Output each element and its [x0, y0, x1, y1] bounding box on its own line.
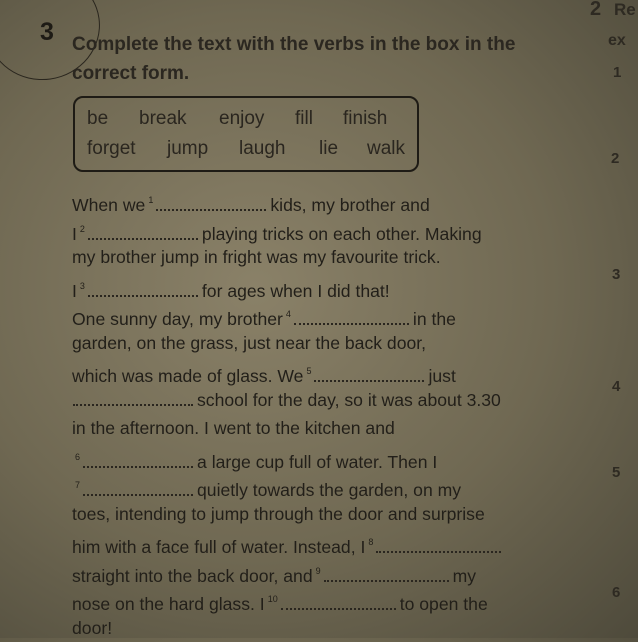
gap-number: 9 — [316, 566, 321, 576]
verb-word: be — [87, 108, 108, 130]
story-line — [72, 585, 542, 614]
story-text-segment: just — [428, 366, 455, 386]
exercise-number: 3 — [40, 18, 54, 47]
answer-blank[interactable] — [376, 537, 501, 553]
story-text-segment: playing tricks on each other. Making — [202, 224, 482, 244]
answer-blank[interactable] — [281, 594, 396, 610]
gap-number: 4 — [286, 309, 291, 319]
story-line — [72, 329, 542, 358]
story-text-segment: garden, on the grass, just near the back door, — [72, 333, 426, 353]
story-line — [72, 272, 542, 301]
story-line — [72, 471, 542, 500]
gap-number: 10 — [268, 594, 278, 604]
gap-number: 5 — [306, 366, 311, 376]
next-exercise-text: ex — [608, 32, 626, 50]
story-text-segment: quietly towards the garden, on my — [197, 480, 461, 500]
answer-blank[interactable] — [88, 224, 198, 240]
side-number: 2 — [611, 150, 619, 167]
story-line — [72, 357, 542, 386]
verb-word: finish — [343, 108, 387, 130]
story-text-segment: my — [453, 566, 476, 586]
verb-word: walk — [367, 138, 405, 160]
story-text-segment: to open the — [400, 594, 488, 614]
next-exercise-number: 2 — [590, 0, 601, 21]
story-line — [72, 443, 542, 472]
side-number: 6 — [612, 584, 620, 601]
story-text-segment: toes, intending to jump through the door and surprise — [72, 504, 485, 524]
answer-blank[interactable] — [83, 452, 193, 468]
gap-number: 1 — [148, 195, 153, 205]
story-text-segment: straight into the back door, and — [72, 566, 313, 586]
verb-word: laugh — [239, 138, 286, 160]
answer-blank[interactable] — [83, 480, 193, 496]
side-number: 1 — [613, 64, 621, 81]
story-text-segment: my brother jump in fright was my favourite trick. — [72, 247, 441, 267]
story-line — [72, 528, 542, 557]
verb-box — [73, 96, 419, 172]
story-text-segment: nose on the hard glass. I — [72, 594, 265, 614]
side-number: 3 — [612, 266, 620, 283]
side-number: 5 — [612, 464, 620, 481]
story-line — [72, 500, 542, 529]
story-text-segment: door! — [72, 618, 112, 638]
answer-blank[interactable] — [156, 195, 266, 211]
answer-blank[interactable] — [314, 366, 424, 382]
story-line — [72, 243, 542, 272]
story-line — [72, 300, 542, 329]
story-text-segment: which was made of glass. We — [72, 366, 303, 386]
story-text-segment: kids, my brother and — [270, 195, 429, 215]
story-text-segment: for ages when I did that! — [202, 281, 390, 301]
verb-word: fill — [295, 108, 313, 130]
verb-word: jump — [167, 138, 208, 160]
gap-number: 7 — [75, 480, 80, 490]
gap-number: 3 — [80, 281, 85, 291]
story-line — [72, 557, 542, 586]
exercise-instruction — [72, 30, 552, 88]
answer-blank[interactable] — [73, 390, 193, 406]
story-line — [72, 386, 542, 415]
story-text-segment: I — [72, 224, 77, 244]
instruction-line-1: Complete the text with the verbs in the box in the — [72, 30, 552, 59]
story-text-segment: him with a face full of water. Instead, I — [72, 537, 365, 557]
next-exercise-heading: Re — [614, 0, 636, 20]
instruction-line-2: correct form. — [72, 59, 552, 88]
gap-number: 8 — [368, 537, 373, 547]
story-line — [72, 186, 542, 215]
side-number: 4 — [612, 378, 620, 395]
story-line — [72, 414, 542, 443]
story-line — [72, 215, 542, 244]
story-text-segment: One sunny day, my brother — [72, 309, 283, 329]
gap-number: 6 — [75, 452, 80, 462]
gap-number: 2 — [80, 224, 85, 234]
answer-blank[interactable] — [88, 281, 198, 297]
answer-blank[interactable] — [324, 566, 449, 582]
story-text-segment: When we — [72, 195, 145, 215]
story-text-segment: school for the day, so it was about 3.30 — [197, 390, 501, 410]
story-text-segment: in the — [413, 309, 456, 329]
story-text-segment: I — [72, 281, 77, 301]
story-text-segment: in the afternoon. I went to the kitchen and — [72, 418, 395, 438]
verb-word: enjoy — [219, 108, 264, 130]
verb-word: break — [139, 108, 187, 130]
story-text-segment: a large cup full of water. Then I — [197, 452, 437, 472]
answer-blank[interactable] — [294, 309, 409, 325]
story-text — [72, 186, 542, 642]
verb-word: lie — [319, 138, 338, 160]
verb-word: forget — [87, 138, 136, 160]
